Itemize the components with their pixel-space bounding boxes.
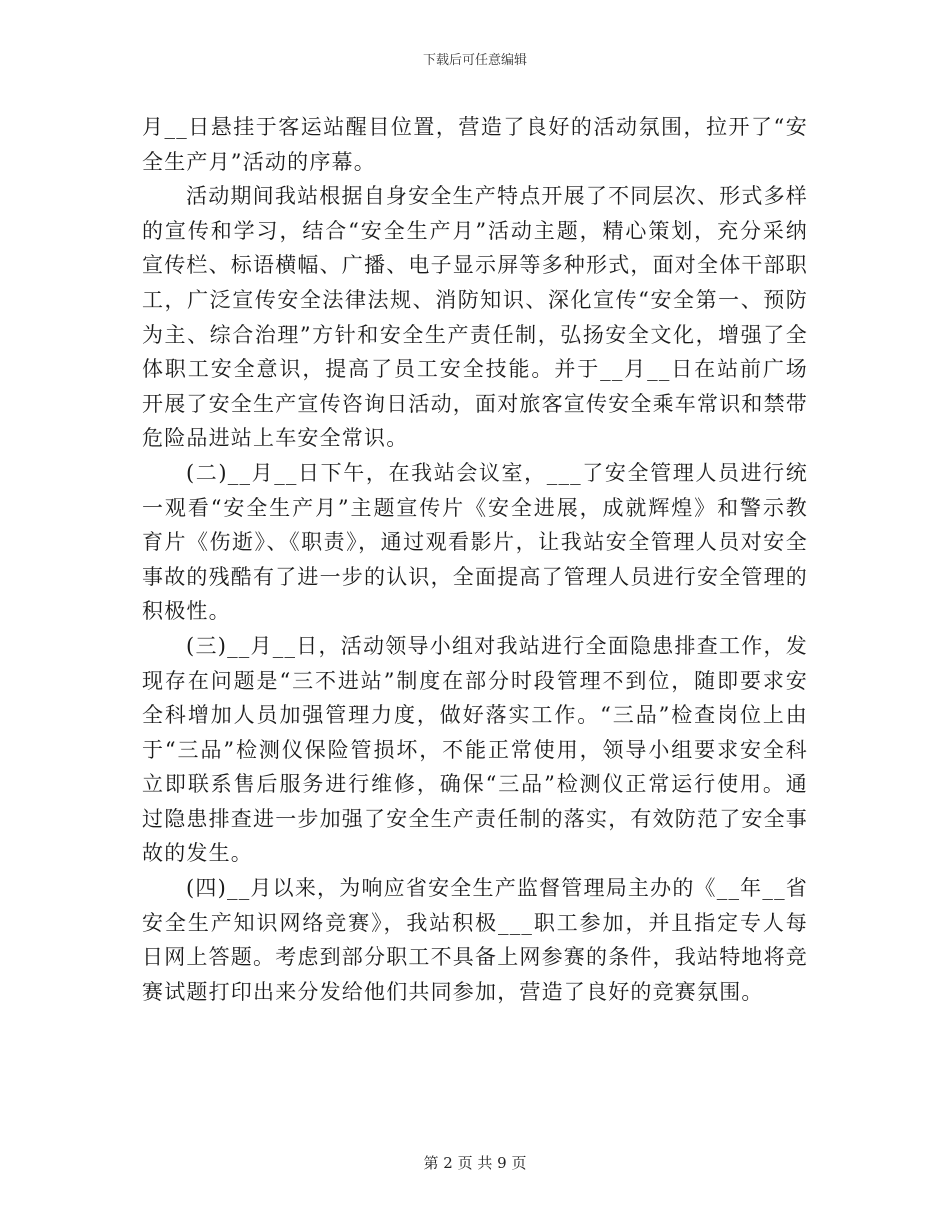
paragraph-section-two: (二)__月__日下午，在我站会议室，___了安全管理人员进行统一观看“安全生产月”主题宣传片《安全进展，成就辉煌》和警示教育片《伤逝》、《职责》，通过观看影片，让我站安全管理人员对安全事故的残酷有了进一步的认识，全面提高了管理人员进行安全管理的积极性。 bbox=[142, 460, 808, 624]
paragraph-section-three: (三)__月__日，活动领导小组对我站进行全面隐患排查工作，发现存在问题是“三不进站”制度在部分时段管理不到位，随即要求安全科增加人员加强管理力度，做好落实工作。“三品”检查岗位上由于“三品”检测仪保险管损坏，不能正常使用，领导小组要求安全科立即联系售后服务进行维修，确保“三品”检测仪正常运行使用。通过隐患排查进一步加强了安全生产责任制的落实，有效防范了安全事故的发生。 bbox=[142, 633, 808, 866]
paragraph-activities: 活动期间我站根据自身安全生产特点开展了不同层次、形式多样的宣传和学习，结合“安全生产月”活动主题，精心策划，充分采纳宣传栏、标语横幅、广播、电子显示屏等多种形式，面对全体干部职工，广泛宣传安全法律法规、消防知识、深化宣传“安全第一、预防为主、综合治理”方针和安全生产责任制，弘扬安全文化，增强了全体职工安全意识，提高了员工安全技能。并于__月__日在站前广场开展了安全生产宣传咨询日活动，面对旅客宣传安全乘车常识和禁带危险品进站上车安全常识。 bbox=[142, 184, 808, 451]
page-number-footer: 第 2 页 共 9 页 bbox=[423, 1154, 527, 1172]
page-header: 下载后可任意编辑 bbox=[422, 53, 527, 68]
paragraph-continuation: 月__日悬挂于客运站醒目位置，营造了良好的活动氛围，拉开了“安全生产月”活动的序幕。 bbox=[142, 115, 808, 174]
paragraph-section-four: (四)__月以来，为响应省安全生产监督管理局主办的《__年__省安全生产知识网络竞赛》，我站积极___职工参加，并且指定专人每日网上答题。考虑到部分职工不具备上网参赛的条件，我站特地将竞赛试题打印出来分发给他们共同参加，营造了良好的竞赛氛围。 bbox=[142, 876, 808, 1004]
document-body bbox=[142, 110, 808, 1009]
